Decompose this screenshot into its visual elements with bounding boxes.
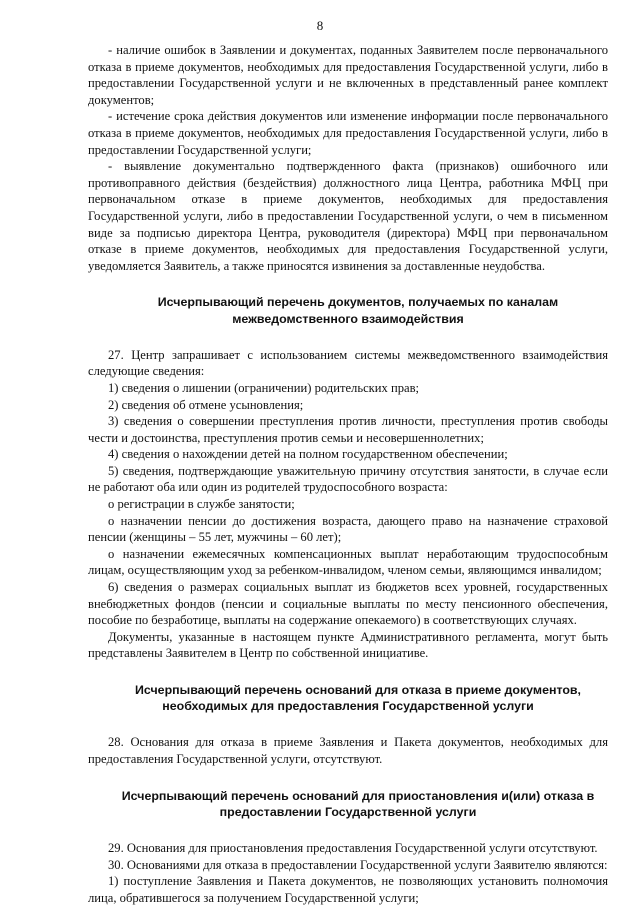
paragraph: - выявление документально подтвержденного факта (признаков) ошибочного или противоправного действия (бездействия) должностного лица Центра, работника МФЦ при первоначальном отказе в приеме документов, необходимых для предоставления Государственной услуги, либо в предоставлении Государственной услуги, о чем в письменном виде за подписью директора Центра, руководителя (директора) МФЦ при первоначальном отказе в приеме документов, необходимых для предоставления Государственной услуги, уведомляется Заявитель, а также приносятся извинения за доставленные неудобства.	[88, 159, 608, 273]
paragraph: Документы, указанные в настоящем пункте Административного регламента, могут быть представлены Заявителем в Центр по собственной инициативе.	[88, 629, 608, 661]
list-item: 4) сведения о нахождении детей на полном государственном обеспечении;	[108, 447, 508, 462]
list-item: о назначении пенсии до достижения возраста, дающего право на назначение страховой пенсии (женщины – 55 лет, мужчины – 60 лет);	[88, 513, 608, 545]
paragraph: 29. Основания для приостановления предоставления Государственной услуги отсутствуют.	[108, 841, 598, 855]
page-number: 8	[316, 18, 324, 33]
paragraph: - наличие ошибок в Заявлении и документах, поданных Заявителем после первоначального отказа в приеме документов, необходимых для предоставления Государственной услуги, либо в предоставлении Государственной услуги и не включенных в представленный ранее комплект документов;	[88, 43, 608, 107]
list-item: 6) сведения о размерах социальных выплат из бюджетов всех уровней, государственных внебюджетных фондов (пенсии и социальные выплаты по месту пенсионного обеспечения, пособие по безработице, выплаты на содержание опекаемого) в соответствующих случаях.	[88, 580, 608, 628]
section-heading: Исчерпывающий перечень документов, получаемых по каналам межведомственного взаимодействия	[157, 295, 559, 326]
paragraph: 27. Центр запрашивает с использованием системы межведомственного взаимодействия следующие сведения:	[88, 347, 608, 379]
section-heading: Исчерпывающий перечень оснований для отказа в приеме документов, необходимых для предоставления Государственной услуги	[135, 683, 581, 714]
list-item: о назначении ежемесячных компенсационных выплат неработающим трудоспособным лицам, осуществляющим уход за ребенком-инвалидом, членом семьи, являющимся инвалидом;	[88, 546, 608, 578]
list-item: 3) сведения о совершении преступления против личности, преступления против свободы чести и достоинства, преступления против семьи и несовершеннолетних;	[88, 414, 608, 445]
paragraph: 30. Основаниями для отказа в предоставлении Государственной услуги Заявителю являются:	[108, 857, 608, 872]
list-item: о регистрации в службе занятости;	[108, 497, 295, 512]
list-item: 1) сведения о лишении (ограничении) родительских прав;	[108, 380, 420, 395]
section-heading: Исчерпывающий перечень оснований для приостановления и(или) отказа в предоставлении Государственной услуги	[121, 788, 595, 819]
list-item: 1) поступление Заявления и Пакета документов, не позволяющих установить полномочия лица, обратившегося за получением Государственной услуги;	[88, 874, 608, 905]
list-item: 5) сведения, подтверждающие уважительную причину отсутствия занятости, в случае если не работают оба или один из родителей трудоспособного возраста:	[88, 463, 608, 495]
list-item: 2) сведения об отмене усыновления;	[108, 397, 304, 412]
paragraph: - истечение срока действия документов или изменение информации после первоначального отказа в приеме документов, необходимых для предоставления Государственной услуги, либо в предоставлении Государственной услуги;	[88, 109, 608, 157]
document-body	[88, 42, 608, 906]
paragraph: 28. Основания для отказа в приеме Заявления и Пакета документов, необходимых для предоставления Государственной услуги, отсутствуют.	[88, 735, 608, 766]
